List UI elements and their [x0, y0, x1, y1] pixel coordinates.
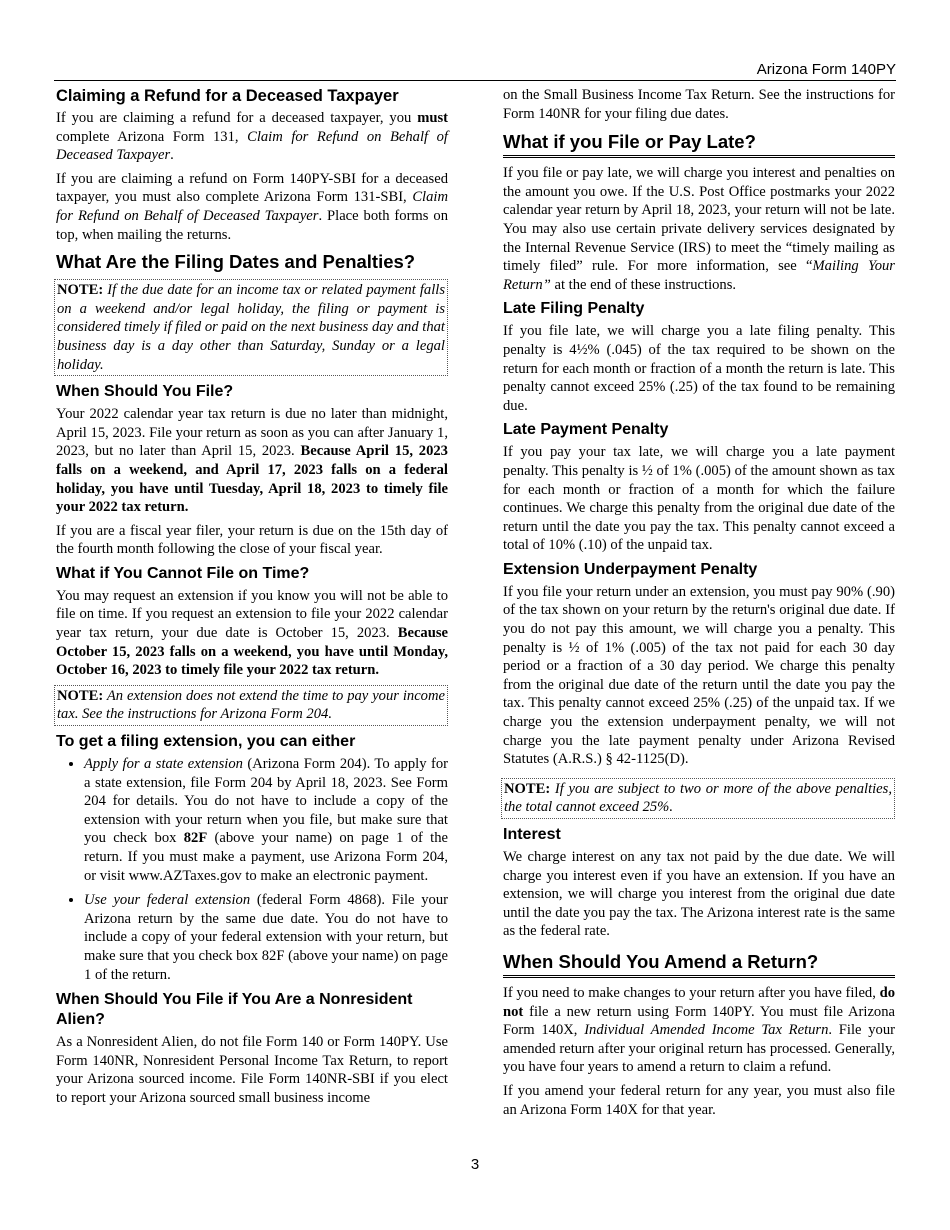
text-italic: Mailing Your Return”	[503, 258, 895, 293]
section-heading-deceased-refund: Claiming a Refund for a Deceased Taxpayer	[56, 87, 399, 105]
text: Your 2022 calendar year tax return is due no later than midnight, April 15, 2023. File your return as soon as you can after January 1, 2023, but no later than April 15, 2023.	[56, 406, 448, 460]
text: file a new return using Form 140PY. You must file Arizona Form 140X,	[503, 1003, 895, 1039]
text-italic: Claim for Refund on Behalf of Deceased Taxpayer	[56, 189, 448, 224]
paragraph: If you file your return under an extension, you must pay 90% (.90) of the tax shown on your return by the return's original due date. If you do not pay this amount, we will charge you a penalty. This penalty is ½ of 1% (.005) of the tax not paid for each 30 day period or a fraction of a 30 day period. We charge this penalty from the original due date of the return until the date you pay the tax. This penalty cannot exceed 25% (.25) of the unpaid tax. If we charge you the extension underpayment penalty, we will not charge you the late payment penalty under Arizona Revised Statutes (A.R.S.) § 42-1125(D).	[503, 583, 895, 768]
section-heading-interest: Interest	[503, 826, 561, 843]
text: You may request an extension if you know you will not be able to file on time. If you request an extension to file your 2022 calendar year tax return, your due date is October 15, 2023.	[56, 587, 448, 642]
text-italic: Individual Amended Income Tax Return	[584, 1022, 829, 1039]
text: If you file or pay late, we will charge you interest and penalties on the amount you owe. If the U.S. Post Office postmarks your 2022 calendar year return by April 18, 2023, your return will not be late. You may also use certain private delivery services designated by the Internal Revenue Service (IRS) to meet the “timely mailing as timely filed” rule. For more information, see “	[503, 165, 895, 275]
text-bold: 82F	[183, 830, 208, 847]
paragraph	[56, 109, 448, 165]
text: . Place both forms on top, when mailing the returns.	[56, 207, 448, 243]
page-header	[54, 60, 896, 81]
note-box-due-date	[54, 279, 448, 376]
note-box-extension	[54, 685, 448, 726]
paragraph	[503, 984, 895, 1077]
text: . File your amended return after your original return has processed. Generally, you have four years to amend a return to claim a refund.	[503, 1022, 895, 1076]
paragraph	[56, 405, 448, 517]
paragraph	[503, 164, 895, 294]
paragraph: If you pay your tax late, we will charge you a late payment penalty. This penalty is ½ of 1% (.005) of the amount shown as tax for each month or fraction of a month for which the failure continues. We charge this penalty from the original due date of the return until the date you pay the tax. This penalty cannot exceed a total of 10% (.10) of the unpaid tax.	[503, 444, 895, 554]
paragraph	[56, 170, 448, 244]
paragraph: If you amend your federal return for any year, you must also file an Arizona Form 140X for that year.	[503, 1082, 895, 1118]
paragraph: If you are a fiscal year filer, your return is due on the 15th day of the fourth month following the close of your fiscal year.	[56, 522, 448, 558]
paragraph-continued: on the Small Business Income Tax Return. See the instructions for Form 140NR for your filing due dates.	[503, 87, 895, 122]
section-heading-late-filing: Late Filing Penalty	[503, 300, 645, 318]
right-column	[503, 86, 895, 1124]
note-label: NOTE:	[57, 687, 104, 704]
note-label: NOTE:	[504, 780, 551, 797]
section-heading-nonresident-alien: When Should You File if You Are a Nonresident Alien?	[56, 991, 413, 1029]
paragraph	[56, 587, 448, 680]
text-italic: Use your federal extension	[84, 892, 251, 909]
paragraph: As a Nonresident Alien, do not file Form 140 or Form 140PY. Use Form 140NR, Nonresident Personal Income Tax Return, to report your Arizona sourced income. File Form 140NR-SBI if you elect to report your Arizona sourced small business income	[56, 1034, 448, 1106]
text-bold: Because April 15, 2023 falls on a weekend, and April 17, 2023 falls on a federal holiday, you have until Tuesday, April 18, 2023 to timely file your 2022 tax return.	[56, 443, 448, 516]
paragraph: We charge interest on any tax not paid by the due date. We will charge you interest even if you have an extension. If you have an extension, we will charge you interest from the original due date until the date you pay the tax. The Arizona interest rate is the same as the federal rate.	[503, 849, 895, 940]
text: If you are claiming a refund on Form 140PY-SBI for a deceased taxpayer, you must also complete Arizona Form 131-SBI,	[56, 170, 448, 206]
form-title: Arizona Form 140PY	[756, 61, 896, 78]
section-heading-filing-dates: What Are the Filing Dates and Penalties?	[56, 251, 416, 273]
text: If you need to make changes to your return after you have filed,	[503, 984, 880, 1001]
section-heading-when-file: When Should You File?	[56, 383, 234, 401]
text: (above your name) on page 1 of the return. If you must make a payment, use Arizona Form 204, or visit www.AZTaxes.gov to make an electronic payment.	[84, 830, 448, 884]
extension-options-list	[56, 755, 448, 984]
paragraph: If you file late, we will charge you a late filing penalty. This penalty is 4½% (.045) of the tax required to be shown on the return for each month or fraction of a month the return is late. This penalty cannot exceed 25% (.25) of the tax found to be remaining due.	[503, 323, 895, 414]
text: at the end of these instructions.	[550, 276, 737, 293]
list-item	[84, 891, 448, 984]
note-label: NOTE:	[57, 282, 104, 299]
section-heading-file-pay-late: What if you File or Pay Late?	[503, 131, 895, 158]
text: .	[170, 147, 174, 164]
section-heading-amend-return: When Should You Amend a Return?	[503, 951, 895, 978]
section-heading-cannot-file: What if You Cannot File on Time?	[56, 564, 310, 582]
list-item	[84, 755, 448, 885]
note-text: If you are subject to two or more of the above penalties, the total cannot exceed 25%.	[504, 780, 892, 816]
left-column	[56, 86, 448, 1113]
note-text: An extension does not extend the time to pay your income tax. See the instructions for Arizona Form 204.	[57, 687, 445, 723]
note-text: If the due date for an income tax or related payment falls on a weekend and/or legal holiday, the filing or payment is considered timely if filed or paid on the next business day and that business day is a day other than Saturday, Sunday or a legal holiday.	[57, 282, 445, 373]
text: If you are claiming a refund for a deceased taxpayer, you	[56, 110, 418, 126]
section-heading-get-extension: To get a filing extension, you can either	[56, 733, 356, 751]
text-bold: must	[417, 110, 448, 126]
text: (federal Form 4868). File your Arizona return by the same due date. You do not have to include a copy of your federal extension with your return, but make sure that you check box 82F (above your name) on page 1 of the return.	[84, 892, 448, 983]
text: complete Arizona Form 131,	[56, 128, 248, 145]
text-italic: Claim for Refund on Behalf of Deceased Taxpayer	[56, 128, 448, 164]
section-heading-extension-underpayment: Extension Underpayment Penalty	[503, 560, 758, 578]
text-italic: Apply for a state extension	[84, 756, 243, 773]
note-box-penalties	[501, 778, 895, 819]
section-heading-late-payment: Late Payment Penalty	[503, 421, 669, 439]
text-bold: Because October 15, 2023 falls on a weekend, you have until Monday, October 16, 2023 to timely file your 2022 tax return.	[56, 625, 448, 679]
text-bold: do not	[503, 984, 895, 1020]
page-number: 3	[470, 1156, 480, 1173]
text: (Arizona Form 204). To apply for a state extension, file Form 204 by April 18, 2023. See Form 204 for details. You do not have to include a copy of the extension with your return when you file, but make sure that you check box	[84, 756, 448, 847]
